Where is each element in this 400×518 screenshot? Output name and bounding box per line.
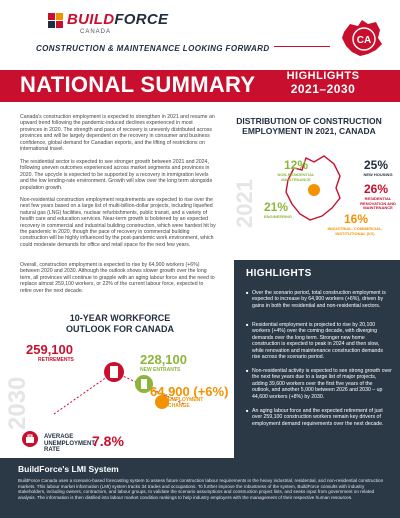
years-label: 2021–2030 [290, 82, 356, 96]
highlight-item-1: ■ Over the scenario period, total construction employment is expected to increase by 64,900 workers (+6%), driven by gains in both the residential and non-residential sectors. [246, 290, 392, 309]
pct-residential-renovation: 26% [364, 182, 389, 196]
new-entrants-value: 228,100 [140, 352, 187, 367]
briefcase-icon [22, 431, 38, 447]
unemployment-value: 7.8% [92, 433, 124, 449]
outlook-panel [0, 340, 232, 470]
pct-new-housing: 25% [364, 158, 389, 172]
highlights-years-box [268, 66, 378, 106]
label-new-housing: NEW HOUSING [363, 172, 393, 177]
employment-change-label: EMPLOYMENT CHANGE [168, 397, 204, 409]
footer-title: BuildForce's LMI System [18, 464, 119, 474]
distribution-panel [224, 142, 400, 246]
logo-name: BUILDFORCE [67, 11, 169, 28]
unemployment-label: AVERAGE UNEMPLOYMENT RATE [44, 434, 95, 454]
canada-map-badge-icon [338, 14, 386, 62]
label-residential-renovation: RESIDENTIAL RENOVATION AND MAINTENANCE [360, 196, 396, 211]
outlook-title: 10-YEAR WORKFORCE OUTLOOK FOR CANADA [66, 313, 174, 334]
outlook-year: 2030 [4, 376, 31, 430]
body-paragraph-1: Canada's construction employment is expected to strengthen in 2021 and resume an upward trend following the pandemic-induced declines experienced in most provinces in 2020. The strength and pace of recovery is unevenly distributed across provinces and will be largely dependent on the recovery in consumer and business confidence, global demand for Canadian exports, and the lifting of restrictions on international travel. [20, 114, 215, 153]
distribution-year: 2021 [232, 179, 257, 228]
new-entrants-label: NEW ENTRANTS [140, 367, 181, 373]
retirements-label: RETIREMENTS [38, 357, 74, 363]
distribution-title: DISTRIBUTION OF CONSTRUCTION EMPLOYMENT IN 2021, CANADA [236, 116, 382, 136]
pct-ici: 16% [344, 212, 369, 226]
label-ici: INDUSTRIAL, COMMERCIAL, INSTITUTIONAL (ICI) [327, 226, 383, 236]
subtitle: CONSTRUCTION & MAINTENANCE LOOKING FORWARD [36, 44, 274, 53]
highlight-item-2: ■ Residential employment is projected to rise by 20,100 workers (+4%) over the coming decade, with diverging demands over the long term. Stronger new home construction is expected to peak in 2024 and then slow, while renovation and maintenance construction demands rise across the scenario period. [246, 322, 392, 360]
logo-sub: CANADA [80, 29, 112, 35]
footer-text: BuildForce Canada uses a scenario-based forecasting system to assess future construction labour requirements in the heavy industrial, residential, and non-residential construction markets. This labour market information (LMI) system tracks 34 trades and occupations. To further improve the robustness of the system, BuildForce consults with industry stakeholders, including owners, contractors, and labour groups, to validate the scenario assumptions and construction project lists, and seeks input from government on related analysis. The information is then distilled into labour market condition rankings to help industry employers with the management of their respective human resources. [18, 478, 384, 500]
highlights-label: HIGHLIGHTS [286, 70, 360, 82]
highlights-title: HIGHLIGHTS [246, 268, 312, 279]
body-paragraph-2: The residential sector is expected to see stronger growth between 2021 and 2024, following uneven outcomes experienced across market segments and provinces in 2020. The upcycle is expected to be supported by a recovery in immigration levels and the low lending-rate environment. Growth will slow over the long term alongside population growth. [20, 159, 213, 191]
highlight-item-4: ■ An aging labour force and the expected retirement of just over 259,100 construction workers remain key drivers of employment demand requirements over the next decade. [246, 408, 392, 427]
body-paragraph-4: Overall, construction employment is expected to rise by 64,900 workers (+6%) between 2020 and 2030. Although the outlook shows slower growth over the long term, all provinces will continue to grapple with an aging labour force and the need to replace almost 259,100 workers, or 22% of the current labour force, expected to retire over the next decade. [20, 262, 215, 294]
badge-text: CA [356, 35, 372, 46]
label-engineering: ENGINEERING [263, 214, 292, 219]
label-non-residential-maintenance: NON-RESIDENTIAL MAINTENANCE [277, 172, 315, 182]
employment-change-value: 64,900 (+6%) [150, 384, 229, 399]
retirements-value: 259,100 [26, 342, 73, 357]
logo-mark-icon [48, 13, 64, 29]
page-title: NATIONAL SUMMARY [20, 72, 256, 97]
buildforce-logo[interactable] [48, 12, 168, 29]
highlight-item-3: ■ Non-residential activity is expected to see strong growth over the next few years due to a large list of major projects, adding 39,600 workers over the first five years of the outlook, and another 5,000 between 2026 and 2030 – up 44,600 workers (+8%) by 2030. [246, 368, 392, 400]
pct-engineering: 21% [264, 200, 289, 214]
body-paragraph-3: Non-residential construction employment requirements are expected to rise over the next few years based on a large list of multi-billion-dollar projects, including liquefied natural gas (LNG) facilities, nuclear refurbishments, public transit, and a variety of health care and education services. Near-term growth is bolstered by an expected recovery in commercial and industrial building construction, which were hardest hit by the pandemic in 2020, though the pace of recovery in commercial building construction will be highly influenced by the post-pandemic work environment, which could moderate demands for office and retail space for the next few years. [20, 197, 216, 248]
pct-non-residential-maintenance: 12% [284, 158, 309, 172]
